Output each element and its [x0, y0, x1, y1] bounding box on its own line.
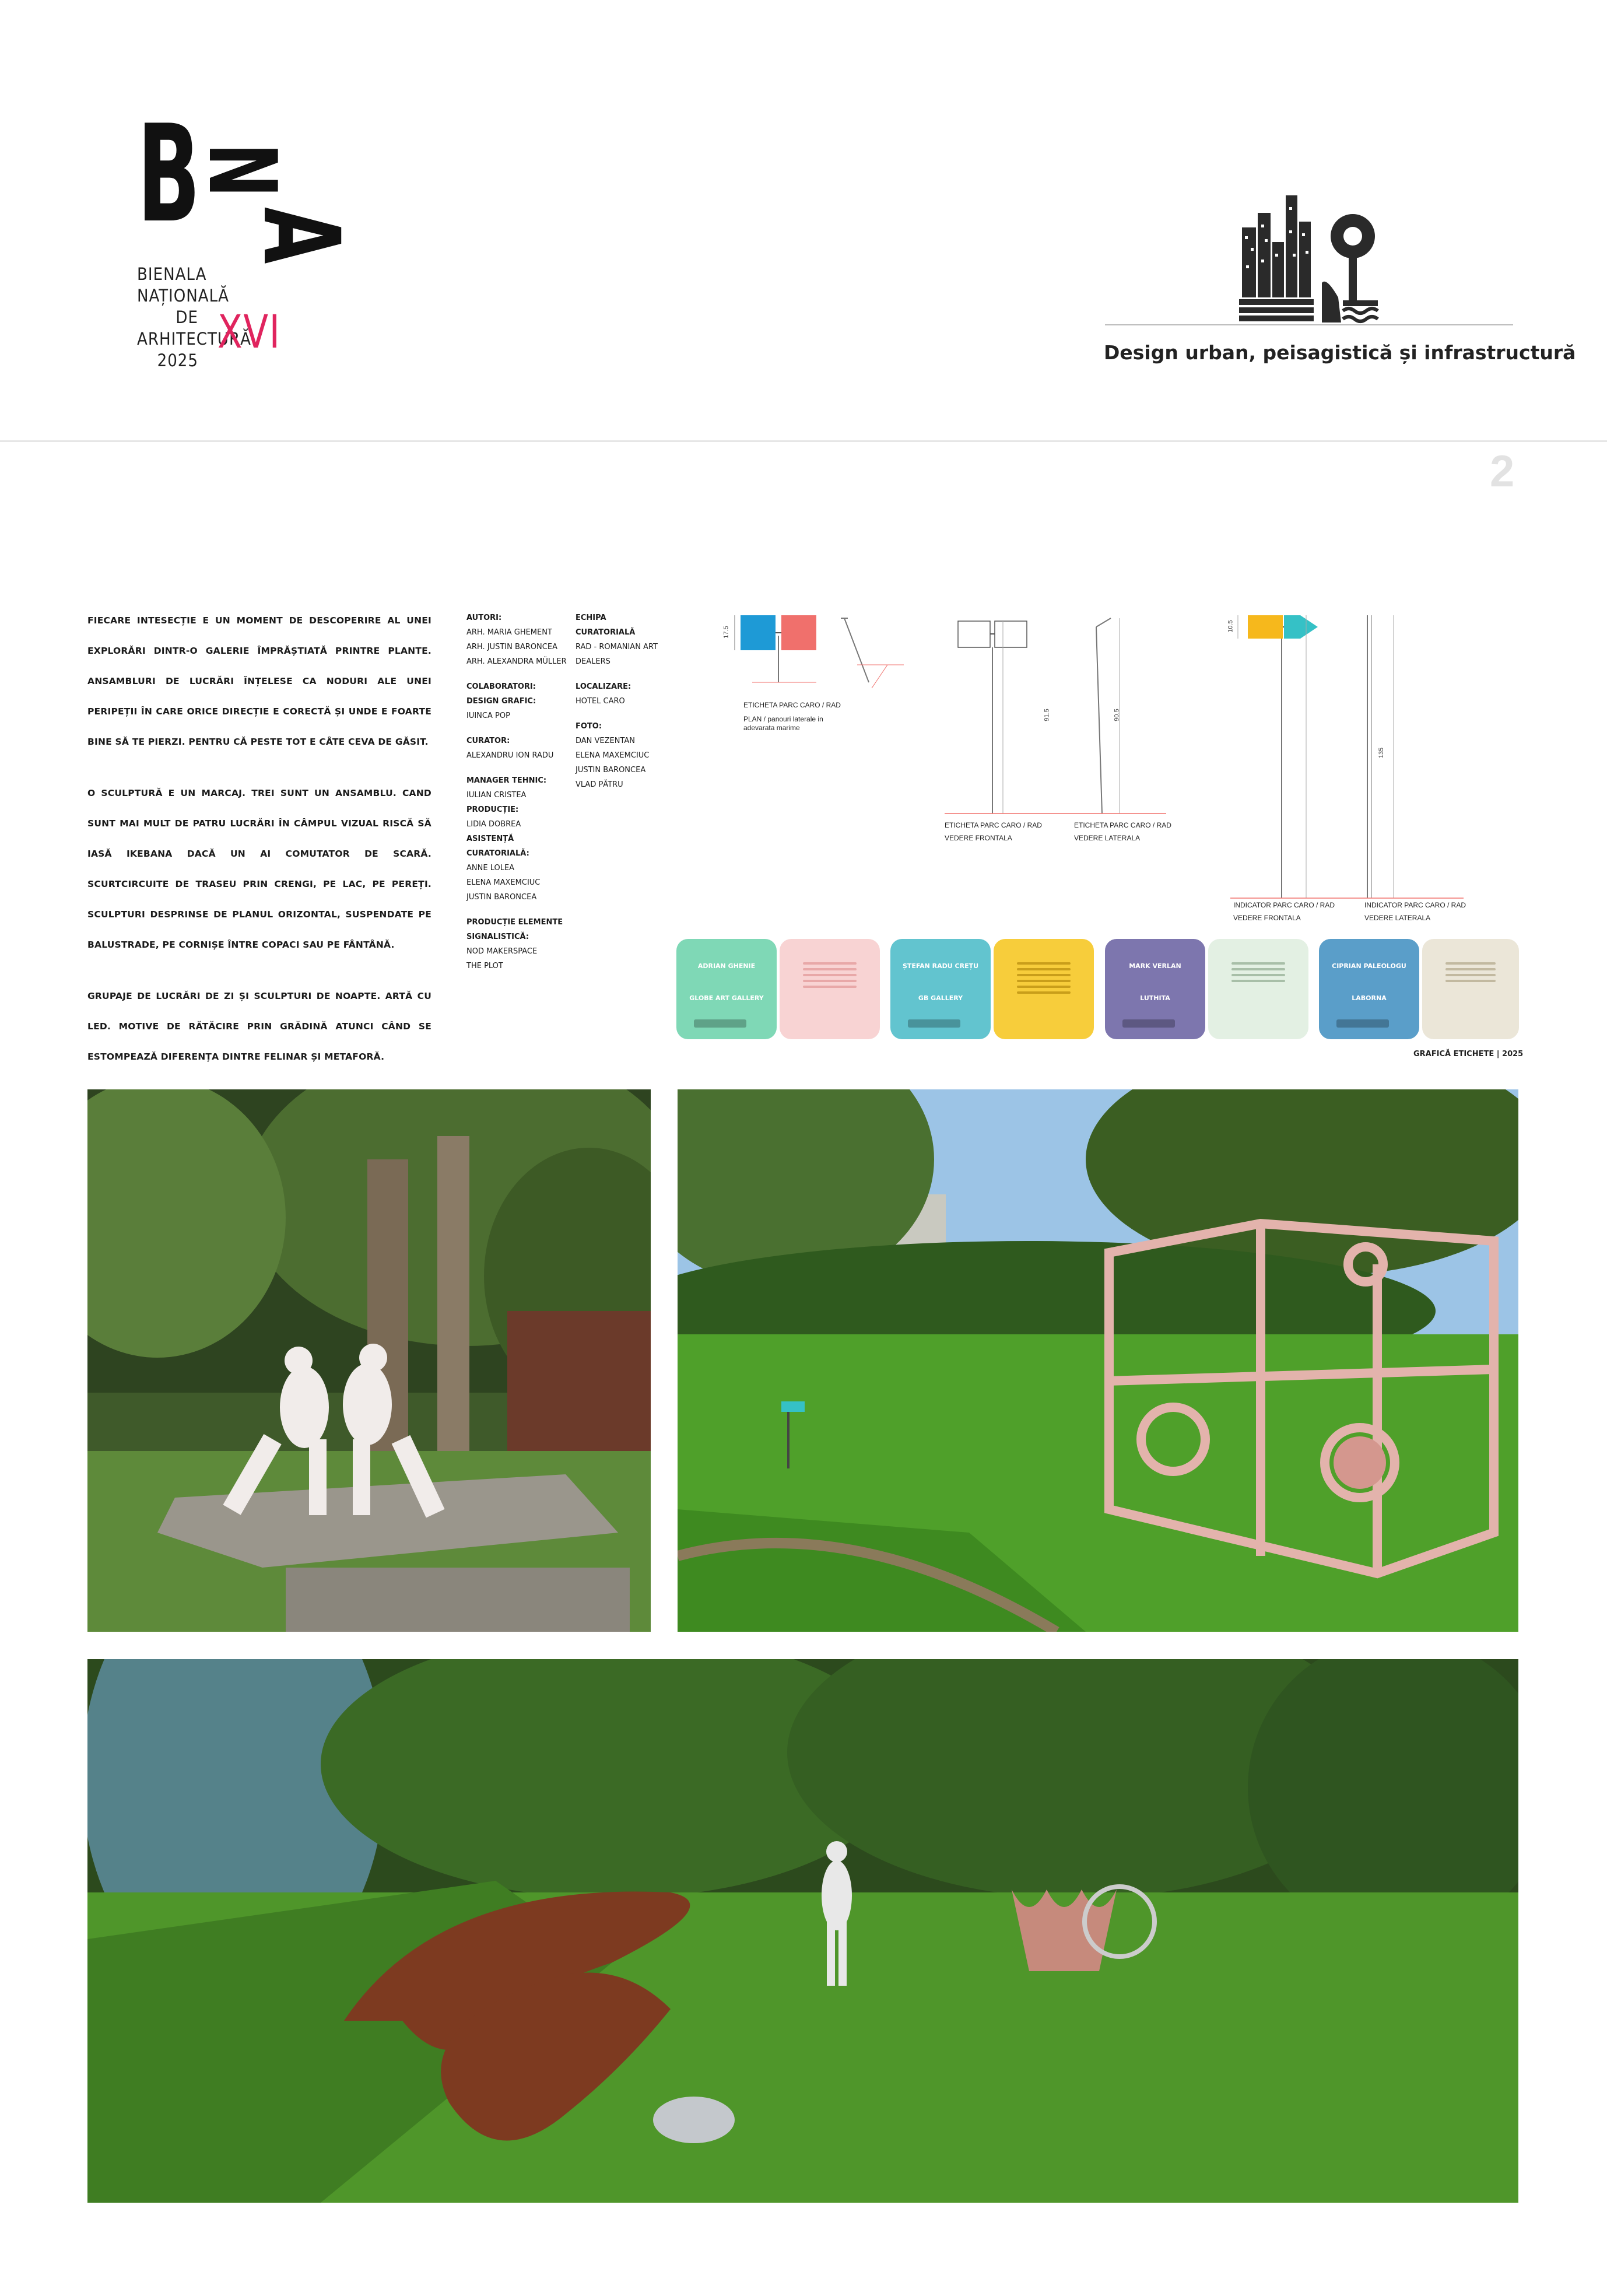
card-text-lines — [1231, 962, 1285, 986]
dimension-label: 90.5 — [1113, 709, 1121, 721]
card-back — [1208, 939, 1308, 1039]
header-rule — [0, 440, 1607, 442]
card-text-lines — [1445, 962, 1496, 986]
label-cards — [676, 939, 1519, 1041]
category-label: Design urban, peisagistică și infrastructură — [1104, 341, 1576, 364]
card-logos — [1336, 1019, 1389, 1028]
label-plan-title: ETICHETA PARC CARO / RAD — [743, 701, 841, 709]
logo-letter-b: B — [137, 97, 201, 253]
page-number: 2 — [1490, 447, 1515, 496]
credit-value: HOTEL CARO — [576, 697, 625, 706]
credit-heading: ASISTENȚĂ CURATORIALĂ: — [466, 835, 529, 858]
credit-heading: PRODUCȚIE ELEMENTE SIGNALISTICĂ: — [466, 918, 563, 941]
intro-paragraph: FIECARE INTESECȚIE E UN MOMENT DE DESCOPERIRE AL UNEI EXPLORĂRI DINTR-O GALERIE ÎMPRĂȘTIATĂ PRINTRE PLANTE. ANSAMBLURI DE LUCRĂRI ÎNȚELESE CA NODURI ALE UNEI PERIPEȚII ÎN CARE ORICE DIRECȚIE E CORECTĂ ȘI UNDE E FOARTE BINE SĂ TE PIERZI. PENTRU CĂ PESTE TOT E CÂTE CEVA DE GĂSIT. — [87, 615, 431, 747]
intro-paragraph: GRUPAJE DE LUCRĂRI DE ZI ȘI SCULPTURI DE NOAPTE. ARTĂ CU LED. MOTIVE DE RĂTĂCIRE PRIN GRĂDINĂ ATUNCI CÂND SE ESTOMPEAZĂ DIFERENȚA DINTRE FELINAR ȘI METAFORĂ. — [87, 991, 431, 1062]
indicator-front-view: VEDERE FRONTALA — [1233, 914, 1301, 922]
intro-text — [87, 605, 431, 1093]
card-artist: CIPRIAN PALEOLOGU — [1332, 962, 1406, 970]
category-divider — [1105, 324, 1513, 325]
logo-line: NAȚIONALĂ — [137, 286, 229, 306]
card-back — [780, 939, 880, 1039]
indicator-side-view: VEDERE LATERALA — [1364, 914, 1431, 922]
cards-caption: GRAFICĂ ETICHETE | 2025 — [1413, 1050, 1524, 1058]
credit-value: JUSTIN BARONCEA — [576, 766, 646, 774]
label-side-title: ETICHETA PARC CARO / RAD — [1074, 821, 1171, 829]
city-flower-icon — [1239, 195, 1391, 327]
card-gallery: LUTHITA — [1140, 994, 1170, 1002]
credit-heading: ECHIPA CURATORIALĂ — [576, 614, 636, 637]
label-plan-note: PLAN / panouri laterale in adevarata marime — [743, 715, 823, 732]
card-logos — [694, 1019, 746, 1028]
dimension-label: 17.5 — [722, 626, 730, 639]
logo-line: BIENALA — [137, 264, 207, 284]
credit-heading: PRODUCȚIE: — [466, 805, 519, 814]
card-front — [1319, 939, 1419, 1039]
card-artist: MARK VERLAN — [1129, 962, 1181, 970]
credit-value: DAN VEZENTAN — [576, 737, 636, 745]
credit-value: JUSTIN BARONCEA — [466, 893, 537, 902]
credit-value: ARH. ALEXANDRA MÜLLER — [466, 657, 567, 666]
card-gallery: LABORNA — [1352, 994, 1387, 1002]
dimension-label: 10.5 — [1227, 620, 1234, 633]
card-front — [676, 939, 777, 1039]
credit-value: THE PLOT — [466, 962, 503, 970]
dimension-label: 135 — [1378, 747, 1385, 759]
indicator-front-title: INDICATOR PARC CARO / RAD — [1233, 901, 1335, 909]
credits-right — [576, 611, 663, 792]
card-back — [1422, 939, 1519, 1039]
card-artist: ADRIAN GHENIE — [697, 962, 756, 970]
credit-value: IULIAN CRISTEA — [466, 791, 527, 800]
credits-left — [466, 611, 571, 973]
card-front — [890, 939, 991, 1039]
credit-value: VLAD PĂTRU — [576, 780, 623, 789]
credit-heading: DESIGN GRAFIC: — [466, 697, 536, 706]
credit-value: ALEXANDRU ION RADU — [466, 751, 554, 760]
card-text-lines — [1017, 962, 1071, 997]
credit-value: RAD - ROMANIAN ART DEALERS — [576, 643, 658, 666]
logo-letter-n: N — [188, 143, 297, 198]
pink-frame-sculpture-photo — [678, 1089, 1518, 1632]
label-side-view: VEDERE LATERALA — [1074, 834, 1141, 842]
credit-value: IUINCA POP — [466, 711, 510, 720]
logo-line: DE — [176, 307, 198, 327]
dimension-label: 91.5 — [1043, 709, 1051, 721]
credit-heading: FOTO: — [576, 722, 602, 731]
label-front-view: VEDERE FRONTALA — [945, 834, 1012, 842]
indicator-side-title: INDICATOR PARC CARO / RAD — [1364, 901, 1466, 909]
credit-heading: MANAGER TEHNIC: — [466, 776, 547, 785]
intro-paragraph: O SCULPTURĂ E UN MARCAJ. TREI SUNT UN ANSAMBLU. CAND SUNT MAI MULT DE PATRU LUCRĂRI ÎN CÂMPUL VIZUAL RISCĂ SĂ IASĂ IKEBANA DACĂ UN AI COMUTATOR DE SCARĂ. SCURTCIRCUITE DE TRASEU PRIN CRENGI, PE LAC, PE PEREȚI. SCULPTURI DESPRINSE DE PLANUL ORIZONTAL, SUSPENDATE PE BALUSTRADE, PE CORNIȘE ÎNTRE COPACI SAU PE FÂNTÂNĂ. — [87, 788, 431, 950]
card-logos — [908, 1019, 960, 1028]
card-gallery: GLOBE ART GALLERY — [689, 994, 764, 1002]
logo-line: 2025 — [157, 350, 198, 370]
label-front-title: ETICHETA PARC CARO / RAD — [945, 821, 1042, 829]
card-gallery: GB GALLERY — [918, 994, 963, 1002]
lawn-sculptures-photo — [87, 1659, 1518, 2203]
credit-value: ARH. MARIA GHEMENT — [466, 628, 552, 637]
bna-logo — [137, 97, 362, 397]
credit-heading: COLABORATORI: — [466, 682, 536, 691]
credit-value: LIDIA DOBREA — [466, 820, 521, 829]
credit-heading: CURATOR: — [466, 737, 510, 745]
credit-value: ELENA MAXEMCIUC — [576, 751, 650, 760]
card-logos — [1122, 1019, 1175, 1028]
technical-drawings — [717, 601, 1504, 933]
credit-value: ELENA MAXEMCIUC — [466, 878, 541, 887]
logo-line: ARHITECTURĂ — [137, 329, 251, 349]
logo-edition: XVI — [217, 306, 281, 359]
wrestlers-sculpture-photo — [87, 1089, 651, 1632]
credit-value: ARH. JUSTIN BARONCEA — [466, 643, 557, 651]
card-text-lines — [803, 962, 857, 991]
logo-letter-a: A — [240, 207, 362, 264]
card-front — [1105, 939, 1205, 1039]
credit-value: ANNE LOLEA — [466, 864, 515, 872]
card-artist: ȘTEFAN RADU CREȚU — [902, 962, 979, 970]
credit-heading: LOCALIZARE: — [576, 682, 631, 691]
card-back — [994, 939, 1094, 1039]
credit-heading: AUTORI: — [466, 614, 502, 622]
credit-value: NOD MAKERSPACE — [466, 947, 538, 956]
